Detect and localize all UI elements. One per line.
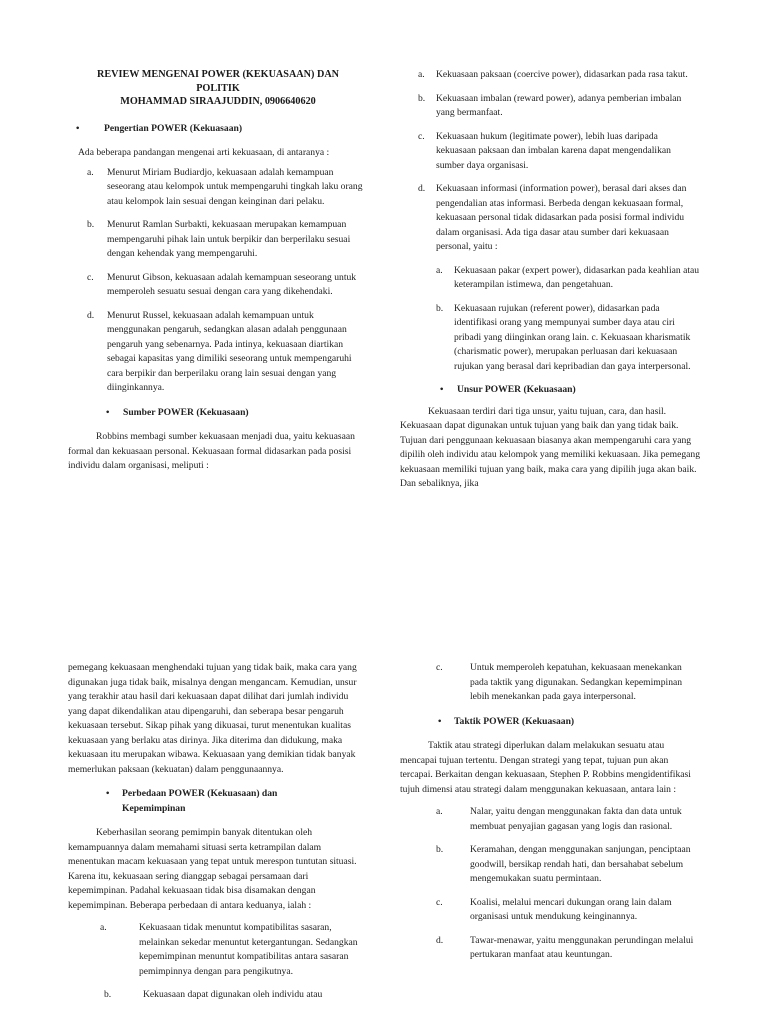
- title-line-2: POLITIK: [196, 82, 240, 94]
- list-item: c. Untuk memperoleh kepatuhan, kekuasaan menekankan pada taktik yang digunakan. Sedangkan kepemimpinan lebih menekankan pada gaya interpersonal.: [436, 662, 683, 702]
- bullet-icon: •: [438, 715, 442, 727]
- list-item: a. Kekuasaan tidak menuntut kompatibilitas sasaran, melainkan sekedar menuntut ketergantungan. Sedangkan kepemimpinan menuntut kompatibilitas antara sasaran pemimpinnya dengan para pengikutnya.: [100, 922, 358, 977]
- list-item: c. Kekuasaan hukum (legitimate power), lebih luas daripada kekuasaan paksaan dan imbalan karena dapat mengendalikan sumber daya organisasi.: [418, 130, 671, 171]
- document-title: [68, 68, 368, 109]
- list-item: b. Kekuasaan dapat digunakan oleh individu atau: [104, 989, 323, 1000]
- list-item: b. Keramahan, dengan menggunakan sanjungan, penciptaan goodwill, bersikap rendah hati, dan bersahabat sebelum mengemukakan suatu permintaan.: [436, 844, 691, 884]
- pengertian-intro: Ada beberapa pandangan mengenai arti kekuasaan, di antaranya :: [78, 147, 330, 159]
- section-heading-taktik: • Taktik POWER (Kekuasaan): [400, 715, 700, 730]
- list-item: a. Kekuasaan paksaan (coercive power), didasarkan pada rasa takut.: [418, 69, 688, 80]
- list-item: d. Kekuasaan informasi (information power), berasal dari akses dan pengendalian atas informasi. Berbeda dengan kekuasaan formal, kekuasaan personal tidak didasarkan pada posisi formal individu dalam organisasi. Ada tiga dasar atau sumber dari kekuasaan personal, yaitu :: [418, 183, 687, 252]
- bullet-icon: •: [76, 122, 80, 134]
- list-item: c. Koalisi, melalui mencari dukungan orang lain dalam organisasi untuk mendukung keinginannya.: [436, 896, 672, 922]
- list-item: d. Menurut Russel, kekuasaan adalah kemampuan untuk menggunakan pengaruh, sedangkan alasan adalah penggunaan pengaruh yang sebenarnya. Pada intinya, kekuasaan diartikan sebagai kapasitas yang dimiliki seseorang untuk mempengaruhi cara berpikir dan berperilaku orang lain sesuai dengan yang diinginkannya.: [87, 309, 352, 394]
- section-heading-sumber: • Sumber POWER (Kekuasaan): [68, 406, 368, 421]
- list-item: a. Nalar, yaitu dengan menggunakan fakta dan data untuk membuat penyajian gagasan yang logis dan rasional.: [436, 806, 682, 832]
- list-item: d. Tawar-menawar, yaitu menggunakan perundingan melalui pertukaran manfaat atau keuntungan.: [436, 934, 694, 960]
- section-heading-pengertian: • Pengertian POWER (Kekuasaan): [68, 122, 368, 137]
- title-author: MOHAMMAD SIRAAJUDDIN, 0906640620: [120, 96, 316, 108]
- sub-list-item: a. Kekuasaan pakar (expert power), didasarkan pada keahlian atau keterampilan istimewa, dan pengetahuan.: [436, 264, 700, 290]
- list-item: b. Kekuasaan imbalan (reward power), adanya pemberian imbalan yang bermanfaat.: [418, 92, 682, 118]
- list-item: a. Menurut Miriam Budiardjo, kekuasaan adalah kemampuan seseorang atau kelompok untuk mempengaruhi tingkah laku orang atau kelompok lain sesuai dengan keinginan dari pelaku.: [87, 166, 363, 207]
- bullet-icon: •: [440, 384, 444, 395]
- sub-list-item: b. Kekuasaan rujukan (referent power), didasarkan pada identifikasi orang yang mempunyai sumber daya atau ciri pribadi yang diinginkan orang lain. c. Kekuasaan kharismatik (charismatic power), merupakan perluasan dari kekuasaan rujukan yang berasal dari kepribadian dan gaya interpersonal.: [436, 302, 691, 372]
- list-item: b. Menurut Ramlan Surbakti, kekuasaan merupakan kemampuan mempengaruhi pihak lain untuk berpikir dan berperilaku sesuai dengan kehendak yang mempengaruhi.: [87, 219, 351, 260]
- bottom-right-column: [400, 661, 700, 963]
- unsur-paragraph-continued: pemegang kekuasaan menghendaki tujuan yang tidak baik, maka cara yang digunakan juga tidak baik, misalnya dengan mengancam. Kemudian, unsur yang terakhir atau hasil dari kekuasaan dapat dilihat dari jumlah individu yang dapat dikendalikan atau dipengaruhi, dan seberapa besar pengaruh kekuasaan tersebut. Sikap pihak yang dikuasai, turut menentukan kualitas kekuasaan yang berlaku atas dirinya. Jika diterima dan didukung, maka kekuasaan itu merupakan wibawa. Kekuasaan yang demikian tidak banyak memerlukan paksaan (kekuatan) dalam penggunaannya.: [68, 662, 357, 775]
- top-left-column: [68, 68, 368, 474]
- sumber-paragraph: Robbins membagi sumber kekuasaan menjadi dua, yaitu kekuasaan formal dan kekuasaan personal. Kekuasaan formal didasarkan pada posisi individu dalam organisasi, meliputi :: [68, 431, 355, 472]
- top-right-column: [400, 68, 700, 492]
- perbedaan-paragraph: Keberhasilan seorang pemimpin banyak ditentukan oleh kemampuannya dalam memahami situasi serta ketrampilan dalam menentukan macam kekuasaan yang tepat untuk merespon tuntutan situasi. Karena itu, kekuasaan sering dianggap sebagai persamaan dari kepemimpinan. Padahal kekuasaan tidak bisa disamakan dengan kepemimpinan. Beberapa perbedaan di antara keduanya, ialah :: [68, 827, 357, 911]
- taktik-paragraph: Taktik atau strategi diperlukan dalam melakukan sesuatu atau mencapai tujuan tertentu. Dengan strategi yang tepat, tujuan pun akan tercapai. Berkaitan dengan kekuasaan, Stephen P. Robbins mengidentifikasi tujuh dimensi atau strategi dalam menggunakan kekuasaan, antara lain :: [400, 740, 691, 795]
- unsur-paragraph: Kekuasaan terdiri dari tiga unsur, yaitu tujuan, cara, dan hasil. Kekuasaan dapat digunakan untuk tujuan yang baik dan yang tidak baik. Tujuan dari penggunaan kekuasaan biasanya akan mempengaruhi cara yang dipilih oleh individu atau kelompok yang memiliki kekuasaan. Jika pemegang kekuasaan memiliki tujuan yang baik, maka cara yang dipilih juga akan baik. Dan sebaliknya, jika: [400, 405, 701, 489]
- bullet-icon: •: [106, 406, 110, 418]
- section-heading-unsur: • Unsur POWER (Kekuasaan): [400, 383, 700, 398]
- section-heading-perbedaan: • Perbedaan POWER (Kekuasaan) dan Kepemimpinan: [106, 788, 278, 814]
- list-item: c. Menurut Gibson, kekuasaan adalah kemampuan seseorang untuk memperoleh sesuatu sesuai dengan cara yang dikehendaki.: [87, 271, 357, 298]
- bullet-icon: •: [106, 788, 110, 799]
- title-line-1: REVIEW MENGENAI POWER (KEKUASAAN) DAN: [96, 69, 340, 80]
- bottom-left-column: [68, 661, 368, 1003]
